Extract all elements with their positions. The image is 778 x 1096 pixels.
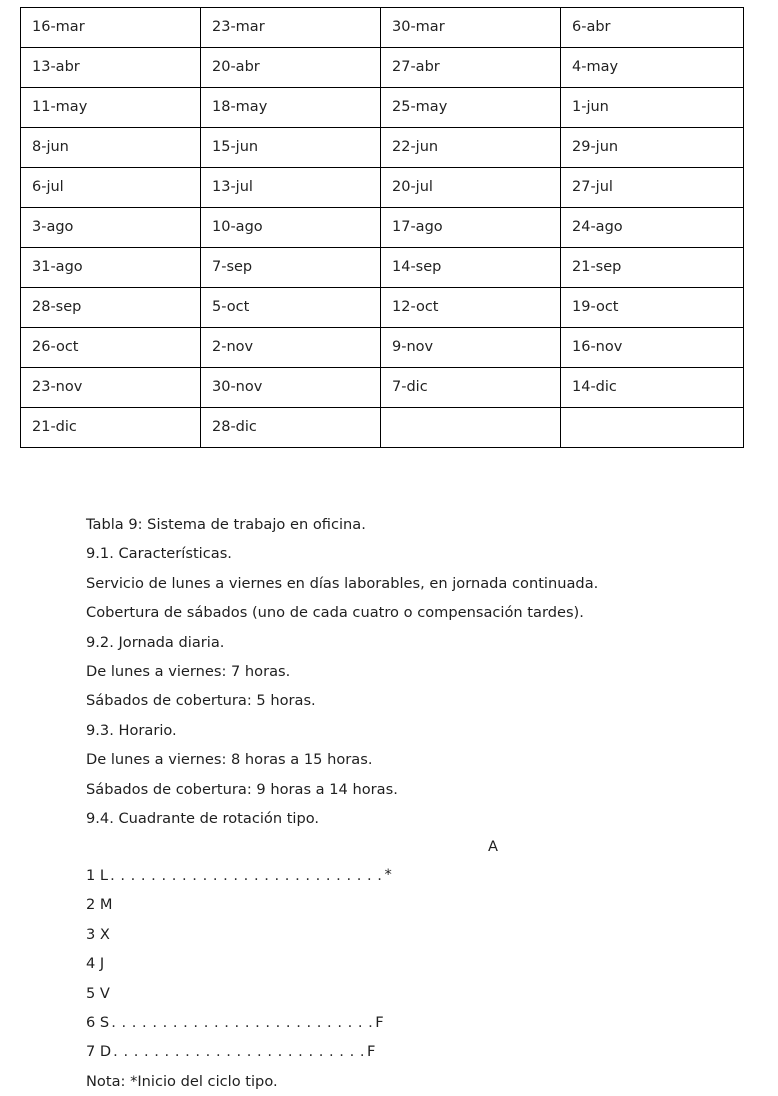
section-title: Tabla 9: Sistema de trabajo en oficina. [86,516,366,533]
subsection-9-2-line-2: Sábados de cobertura: 5 horas. [86,692,316,710]
subsection-9-2-line-1: De lunes a viernes: 7 horas. [86,663,291,681]
table-cell: 9-nov [381,328,561,368]
table-cell: 30-nov [201,368,381,408]
table-cell: 25-may [381,88,561,128]
quadrant-day-label: 2 M [86,896,113,914]
date-table [20,7,744,448]
table-cell: 3-ago [21,208,201,248]
table-cell: 17-ago [381,208,561,248]
table-row [21,248,744,288]
table-cell: 7-dic [381,368,561,408]
date-table-body [21,8,744,448]
table-cell: 27-abr [381,48,561,88]
table-cell: 19-oct [561,288,744,328]
quadrant-row-7 [86,1037,746,1066]
subsection-9-3-heading: 9.3. Horario. [86,721,177,739]
quadrant-note: Nota: *Inicio del ciclo tipo. [86,1072,278,1090]
table-row [21,288,744,328]
dot-leader: . . . . . . . . . . . . . . . . . . . . . . . . . . [111,1013,374,1031]
table-cell: 18-may [201,88,381,128]
table-cell: 13-abr [21,48,201,88]
table-cell: 28-dic [201,408,381,448]
table-cell: 12-oct [381,288,561,328]
table-cell: 31-ago [21,248,201,288]
quadrant-mark: F [375,1013,384,1031]
table-cell: 26-oct [21,328,201,368]
quadrant-row-5 [86,979,746,1008]
subsection-9-1-line-1: Servicio de lunes a viernes en días laborables, en jornada continuada. [86,574,599,592]
table-cell: 14-sep [381,248,561,288]
quadrant-column-header-row [86,832,746,861]
table-cell-empty [561,408,744,448]
table-row [21,48,744,88]
quadrant-row-3 [86,920,746,949]
quadrant-day-label: 1 L [86,867,109,884]
quadrant-day-label: 7 D [86,1043,112,1061]
table-cell: 20-abr [201,48,381,88]
quadrant-day-label: 3 X [86,925,110,943]
table-row [21,8,744,48]
dot-leader: . . . . . . . . . . . . . . . . . . . . . . . . . [113,1043,365,1061]
dot-leader: . . . . . . . . . . . . . . . . . . . . . . . . . . . [110,867,383,884]
subsection-9-3-line-2: Sábados de cobertura: 9 horas a 14 horas. [86,780,398,798]
table-cell: 6-jul [21,168,201,208]
quadrant-mark: F [366,1043,376,1061]
table-row [21,208,744,248]
table-cell: 14-dic [561,368,744,408]
table-cell: 22-jun [381,128,561,168]
table-cell: 10-ago [201,208,381,248]
quadrant-row-4 [86,949,746,978]
table-cell-empty [381,408,561,448]
table-cell: 24-ago [561,208,744,248]
table-cell: 23-nov [21,368,201,408]
table-cell: 2-nov [201,328,381,368]
table-row [21,408,744,448]
subsection-9-1-line-2: Cobertura de sábados (uno de cada cuatro o compensación tardes). [86,604,584,622]
table-cell: 13-jul [201,168,381,208]
table-cell: 23-mar [201,8,381,48]
quadrant-day-label: 4 J [86,955,105,973]
rotation-quadrant [86,832,746,1096]
table-row [21,328,744,368]
quadrant-day-label: 6 S [86,1013,110,1031]
quadrant-row-2 [86,890,746,919]
table-cell: 4-may [561,48,744,88]
table-cell: 30-mar [381,8,561,48]
table-cell: 29-jun [561,128,744,168]
table-cell: 1-jun [561,88,744,128]
table-cell: 28-sep [21,288,201,328]
subsection-9-2-heading: 9.2. Jornada diaria. [86,633,225,651]
table-row [21,168,744,208]
subsection-9-4-heading: 9.4. Cuadrante de rotación tipo. [86,810,320,828]
table-row [21,88,744,128]
quadrant-mark: * [384,866,392,883]
quadrant-column-header-a: A [488,838,498,855]
subsection-9-3-line-1: De lunes a viernes: 8 horas a 15 horas. [86,751,373,769]
table-cell: 15-jun [201,128,381,168]
table-cell: 6-abr [561,8,744,48]
section-text-block [86,510,746,833]
date-table-container [20,7,743,448]
table-row [21,128,744,168]
table-cell: 16-mar [21,8,201,48]
table-cell: 20-jul [381,168,561,208]
table-row [21,368,744,408]
table-cell: 21-dic [21,408,201,448]
subsection-9-1-heading: 9.1. Características. [86,545,232,563]
table-cell: 5-oct [201,288,381,328]
table-cell: 16-nov [561,328,744,368]
table-cell: 11-may [21,88,201,128]
quadrant-day-label: 5 V [86,984,110,1002]
table-cell: 8-jun [21,128,201,168]
table-cell: 27-jul [561,168,744,208]
quadrant-row-1 [86,861,746,890]
table-cell: 7-sep [201,248,381,288]
quadrant-row-6 [86,1008,746,1037]
table-cell: 21-sep [561,248,744,288]
